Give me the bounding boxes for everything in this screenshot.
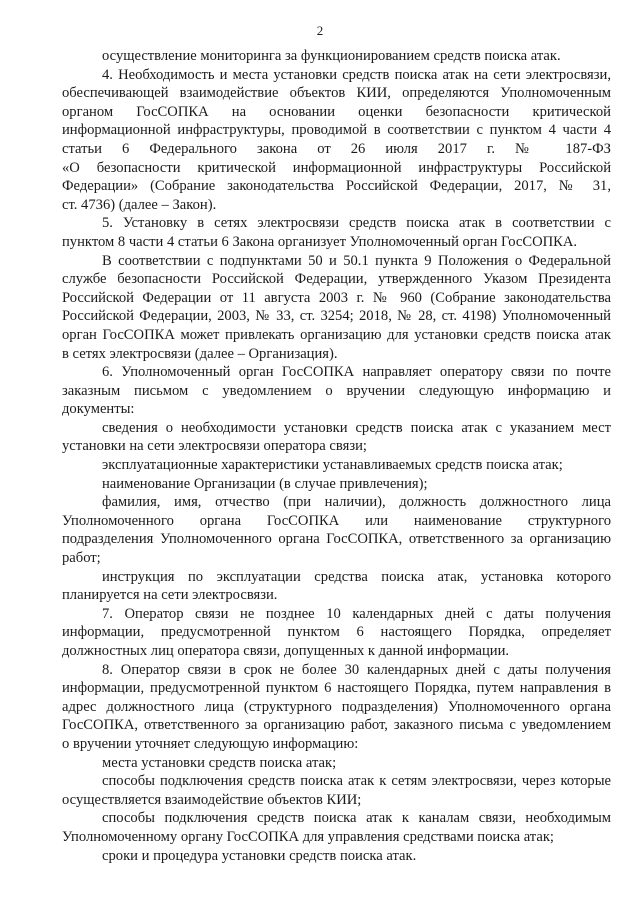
- document-body: [62, 47, 611, 865]
- text-line: информационной инфраструктуры, проводимой в соответствии с пунктом 4 части 4: [62, 122, 611, 139]
- text-line: осуществление мониторинга за функционированием средств поиска атак.: [102, 48, 561, 64]
- text-line: Уполномоченного органа ГосСОПКА или наименование структурного: [62, 512, 611, 529]
- text-line: адрес должностного лица (структурного подразделения) Уполномоченного органа: [62, 698, 611, 715]
- text-line: способы подключения средств поиска атак к сетям электросвязи, через которые: [102, 773, 611, 790]
- text-line: документы:: [62, 401, 135, 418]
- text-line: информации, предусмотренной пунктом 6 настоящего Порядка, определяет: [62, 624, 611, 641]
- text-line: органом ГосСОПКА на основании оценки безопасности критической: [62, 103, 611, 120]
- text-line: «О безопасности критической информационной инфраструктуры Российской: [62, 159, 611, 176]
- text-line: обеспечивающей взаимодействие объектов КИИ, определяются Уполномоченным: [62, 85, 611, 102]
- text-line: 5. Установку в сетях электросвязи средств поиска атак в соответствии с: [102, 215, 611, 232]
- text-line: службе безопасности Российской Федерации, утвержденного Указом Президента: [62, 271, 611, 288]
- text-line: о вручении уточняет следующую информацию:: [62, 735, 359, 752]
- text-line: инструкция по эксплуатации средства поиска атак, установка которого: [102, 568, 611, 585]
- text-line: информации, предусмотренной пунктом 6 настоящего Порядка, путем направления в: [62, 680, 611, 697]
- text-line: заказным письмом с уведомлением о вручении следующую информацию и: [62, 382, 611, 399]
- text-line: подразделения Уполномоченного органа ГосСОПКА, ответственного за организацию: [62, 531, 611, 548]
- text-line: места установки средств поиска атак;: [102, 754, 337, 771]
- text-line: планируется на сети электросвязи.: [62, 587, 278, 604]
- text-line: сроки и процедура установки средств поиска атак.: [102, 847, 417, 864]
- text-line: должностных лиц оператора связи, допущенных к данной информации.: [62, 643, 510, 659]
- text-line: ГосСОПКА, ответственного за организацию работ, заказного письма с уведомлением: [62, 717, 611, 734]
- text-line: Российской Федерации, 2003, № 33, ст. 3254; 2018, № 28, ст. 4198) Уполномоченный: [62, 308, 611, 325]
- text-line: Уполномоченному органу ГосСОПКА для управления средствами поиска атак;: [62, 828, 554, 845]
- text-line: Федерации» (Собрание законодательства Российской Федерации, 2017, № 31,: [62, 178, 611, 195]
- text-line: способы подключения средств поиска атак к каналам связи, необходимым: [102, 810, 611, 827]
- page-number: 2: [316, 23, 324, 38]
- text-line: установки на сети электросвязи оператора связи;: [62, 438, 367, 455]
- text-line: фамилия, имя, отчество (при наличии), должность должностного лица: [102, 494, 611, 511]
- text-line: 7. Оператор связи не позднее 10 календарных дней с даты получения: [102, 605, 611, 622]
- text-line: Российской Федерации от 11 августа 2003 г. № 960 (Собрание законодательства: [62, 289, 611, 306]
- text-line: в сетях электросвязи (далее – Организация).: [62, 345, 338, 362]
- text-line: наименование Организации (в случае привлечения);: [102, 475, 428, 492]
- text-line: статьи 6 Федерального закона от 26 июля 2017 г. № 187-ФЗ: [62, 140, 611, 157]
- text-line: ст. 4736) (далее – Закон).: [62, 196, 217, 213]
- text-line: орган ГосСОПКА может привлекать организацию для установки средств поиска атак: [62, 326, 611, 343]
- text-line: работ;: [62, 550, 101, 567]
- text-line: В соответствии с подпунктами 50 и 50.1 пункта 9 Положения о Федеральной: [102, 252, 611, 269]
- text-line: 4. Необходимость и места установки средств поиска атак на сети электросвязи,: [102, 66, 611, 83]
- text-line: эксплуатационные характеристики устанавливаемых средств поиска атак;: [102, 457, 563, 474]
- text-line: осуществляется взаимодействие объектов КИИ;: [62, 791, 362, 808]
- text-line: пунктом 8 части 4 статьи 6 Закона организует Уполномоченный орган ГосСОПКА.: [62, 233, 578, 250]
- text-line: сведения о необходимости установки средств поиска атак с указанием мест: [102, 419, 611, 436]
- text-line: 6. Уполномоченный орган ГосСОПКА направляет оператору связи по почте: [102, 364, 611, 381]
- text-line: 8. Оператор связи в срок не более 30 календарных дней с даты получения: [102, 661, 611, 678]
